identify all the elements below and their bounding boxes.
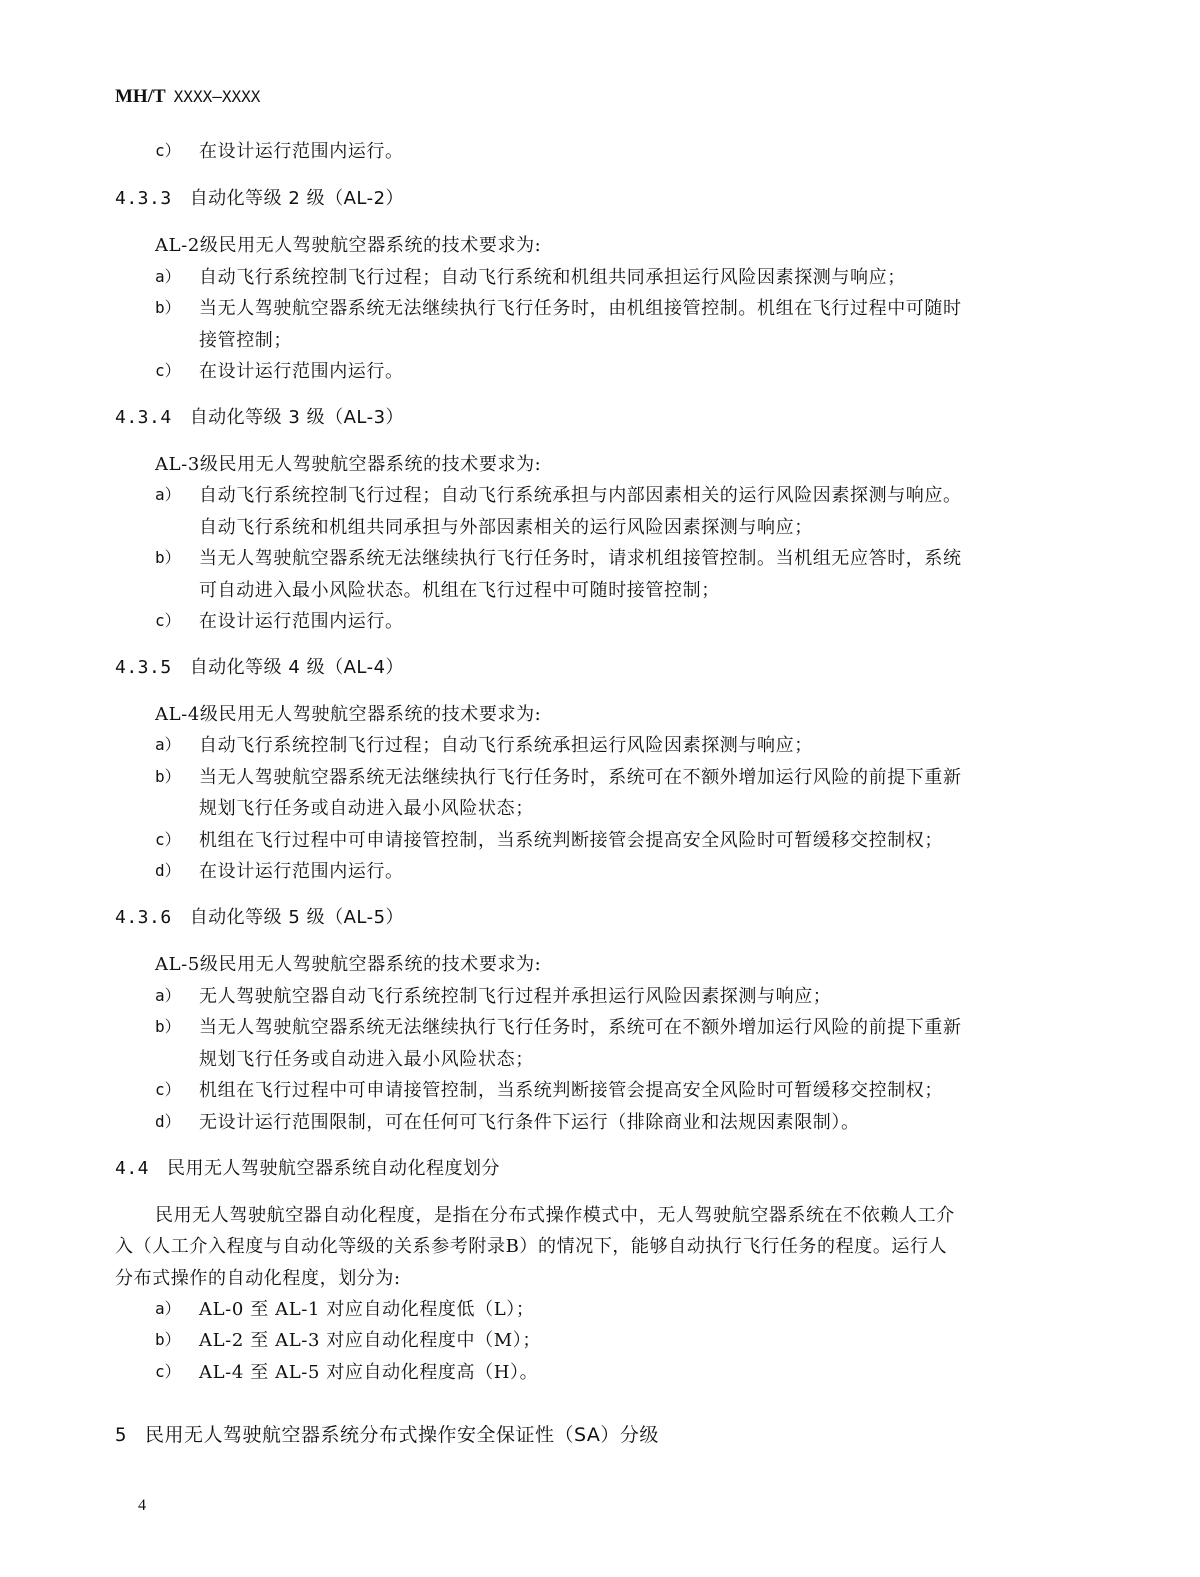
list-item-label: a） xyxy=(155,267,181,286)
list-item-label: c） xyxy=(155,141,181,160)
list-item-text: 无人驾驶航空器自动飞行系统控制飞行过程并承担运行风险因素探测与响应； xyxy=(199,986,832,1007)
paragraph-line: AL-5级民用无人驾驶航空器系统的技术要求为: xyxy=(155,954,542,975)
list-item-label: c） xyxy=(155,830,181,849)
list-item-label: b） xyxy=(155,298,181,317)
section-heading xyxy=(115,903,404,929)
list-item-text: 自动飞行系统控制飞行过程；自动飞行系统承担与内部因素相关的运行风险因素探测与响应。 xyxy=(199,485,962,506)
chapter-heading xyxy=(115,1420,659,1447)
section-title: 民用无人驾驶航空器系统分布式操作安全保证性（SA）分级 xyxy=(144,1424,659,1446)
paragraph-line: 入（人工介入程度与自动化等级的关系参考附录B）的情况下，能够自动执行飞行任务的程度。运行人 xyxy=(115,1236,948,1257)
section-title: 自动化等级 3 级（AL-3） xyxy=(189,407,405,428)
section-title: 自动化等级 4 级（AL-4） xyxy=(189,657,405,678)
section-number: 4.3.4 xyxy=(115,407,172,428)
list-item-label: c） xyxy=(155,361,181,380)
list-item-text: AL-2 至 AL-3 对应自动化程度中（M）； xyxy=(199,1330,541,1351)
list-item-continuation: 接管控制； xyxy=(199,330,292,351)
paragraph-line: AL-3级民用无人驾驶航空器系统的技术要求为: xyxy=(155,454,542,475)
list-item-label: c） xyxy=(155,1362,181,1381)
list-item-label: b） xyxy=(155,1017,181,1036)
paragraph-line: AL-4级民用无人驾驶航空器系统的技术要求为: xyxy=(155,704,542,725)
section-number: 4.3.5 xyxy=(115,657,172,678)
list-item-text: 当无人驾驶航空器系统无法继续执行飞行任务时，由机组接管控制。机组在飞行过程中可随时 xyxy=(199,298,962,319)
section-title: 民用无人驾驶航空器系统自动化程度划分 xyxy=(167,1158,501,1179)
list-item-label: d） xyxy=(155,861,181,880)
list-item-label: d） xyxy=(155,1112,181,1131)
standard-code: MH/T xyxy=(115,86,166,107)
list-item-text: 自动飞行系统控制飞行过程；自动飞行系统和机组共同承担运行风险因素探测与响应； xyxy=(199,267,906,288)
standard-number: XXXX—XXXX xyxy=(173,87,261,106)
list-item-label: a） xyxy=(155,1299,181,1318)
list-item-text: 在设计运行范围内运行。 xyxy=(199,141,404,162)
section-heading xyxy=(115,653,404,679)
section-number: 4.3.6 xyxy=(115,907,172,928)
list-item-continuation: 规划飞行任务或自动进入最小风险状态； xyxy=(199,1049,534,1070)
section-number: 5 xyxy=(115,1424,127,1446)
list-item-label: b） xyxy=(155,548,181,567)
paragraph-line: AL-2级民用无人驾驶航空器系统的技术要求为: xyxy=(155,235,542,256)
list-item-label: a） xyxy=(155,735,181,754)
list-item-text: AL-4 至 AL-5 对应自动化程度高（H）。 xyxy=(199,1362,539,1383)
page-number: 4 xyxy=(138,1497,146,1514)
section-heading xyxy=(115,1154,500,1180)
list-item-label: b） xyxy=(155,1330,181,1349)
list-item-text: 机组在飞行过程中可申请接管控制，当系统判断接管会提高安全风险时可暂缓移交控制权； xyxy=(199,830,943,851)
section-heading xyxy=(115,184,404,210)
standard-header xyxy=(115,86,260,108)
list-item-label: a） xyxy=(155,485,181,504)
paragraph-line: 分布式操作的自动化程度，划分为: xyxy=(115,1268,401,1289)
list-item-continuation: 规划飞行任务或自动进入最小风险状态； xyxy=(199,798,534,819)
list-item-text: 无设计运行范围限制，可在任何可飞行条件下运行（排除商业和法规因素限制）。 xyxy=(199,1112,860,1133)
section-title: 自动化等级 5 级（AL-5） xyxy=(189,907,405,928)
list-item-text: 机组在飞行过程中可申请接管控制，当系统判断接管会提高安全风险时可暂缓移交控制权； xyxy=(199,1080,943,1101)
list-item-text: AL-0 至 AL-1 对应自动化程度低（L）； xyxy=(199,1299,535,1320)
list-item-text: 当无人驾驶航空器系统无法继续执行飞行任务时，系统可在不额外增加运行风险的前提下重新 xyxy=(199,1017,962,1038)
list-item-continuation: 自动飞行系统和机组共同承担与外部因素相关的运行风险因素探测与响应； xyxy=(199,517,813,538)
list-item-text: 当无人驾驶航空器系统无法继续执行飞行任务时，请求机组接管控制。当机组无应答时，系统 xyxy=(199,548,962,569)
list-item-continuation: 可自动进入最小风险状态。机组在飞行过程中可随时接管控制； xyxy=(199,580,720,601)
list-item-label: a） xyxy=(155,986,181,1005)
list-item-text: 当无人驾驶航空器系统无法继续执行飞行任务时，系统可在不额外增加运行风险的前提下重新 xyxy=(199,767,962,788)
list-item-label: b） xyxy=(155,767,181,786)
list-item-label: c） xyxy=(155,611,181,630)
section-heading xyxy=(115,403,404,429)
paragraph-line: 民用无人驾驶航空器自动化程度，是指在分布式操作模式中，无人驾驶航空器系统在不依赖人工介 xyxy=(155,1205,955,1226)
section-title: 自动化等级 2 级（AL-2） xyxy=(189,188,405,209)
list-item-text: 在设计运行范围内运行。 xyxy=(199,861,404,882)
list-item-text: 自动飞行系统控制飞行过程；自动飞行系统承担运行风险因素探测与响应； xyxy=(199,735,813,756)
list-item-text: 在设计运行范围内运行。 xyxy=(199,611,404,632)
section-number: 4.3.3 xyxy=(115,188,172,209)
list-item-label: c） xyxy=(155,1080,181,1099)
list-item-text: 在设计运行范围内运行。 xyxy=(199,361,404,382)
section-number: 4.4 xyxy=(115,1158,150,1179)
